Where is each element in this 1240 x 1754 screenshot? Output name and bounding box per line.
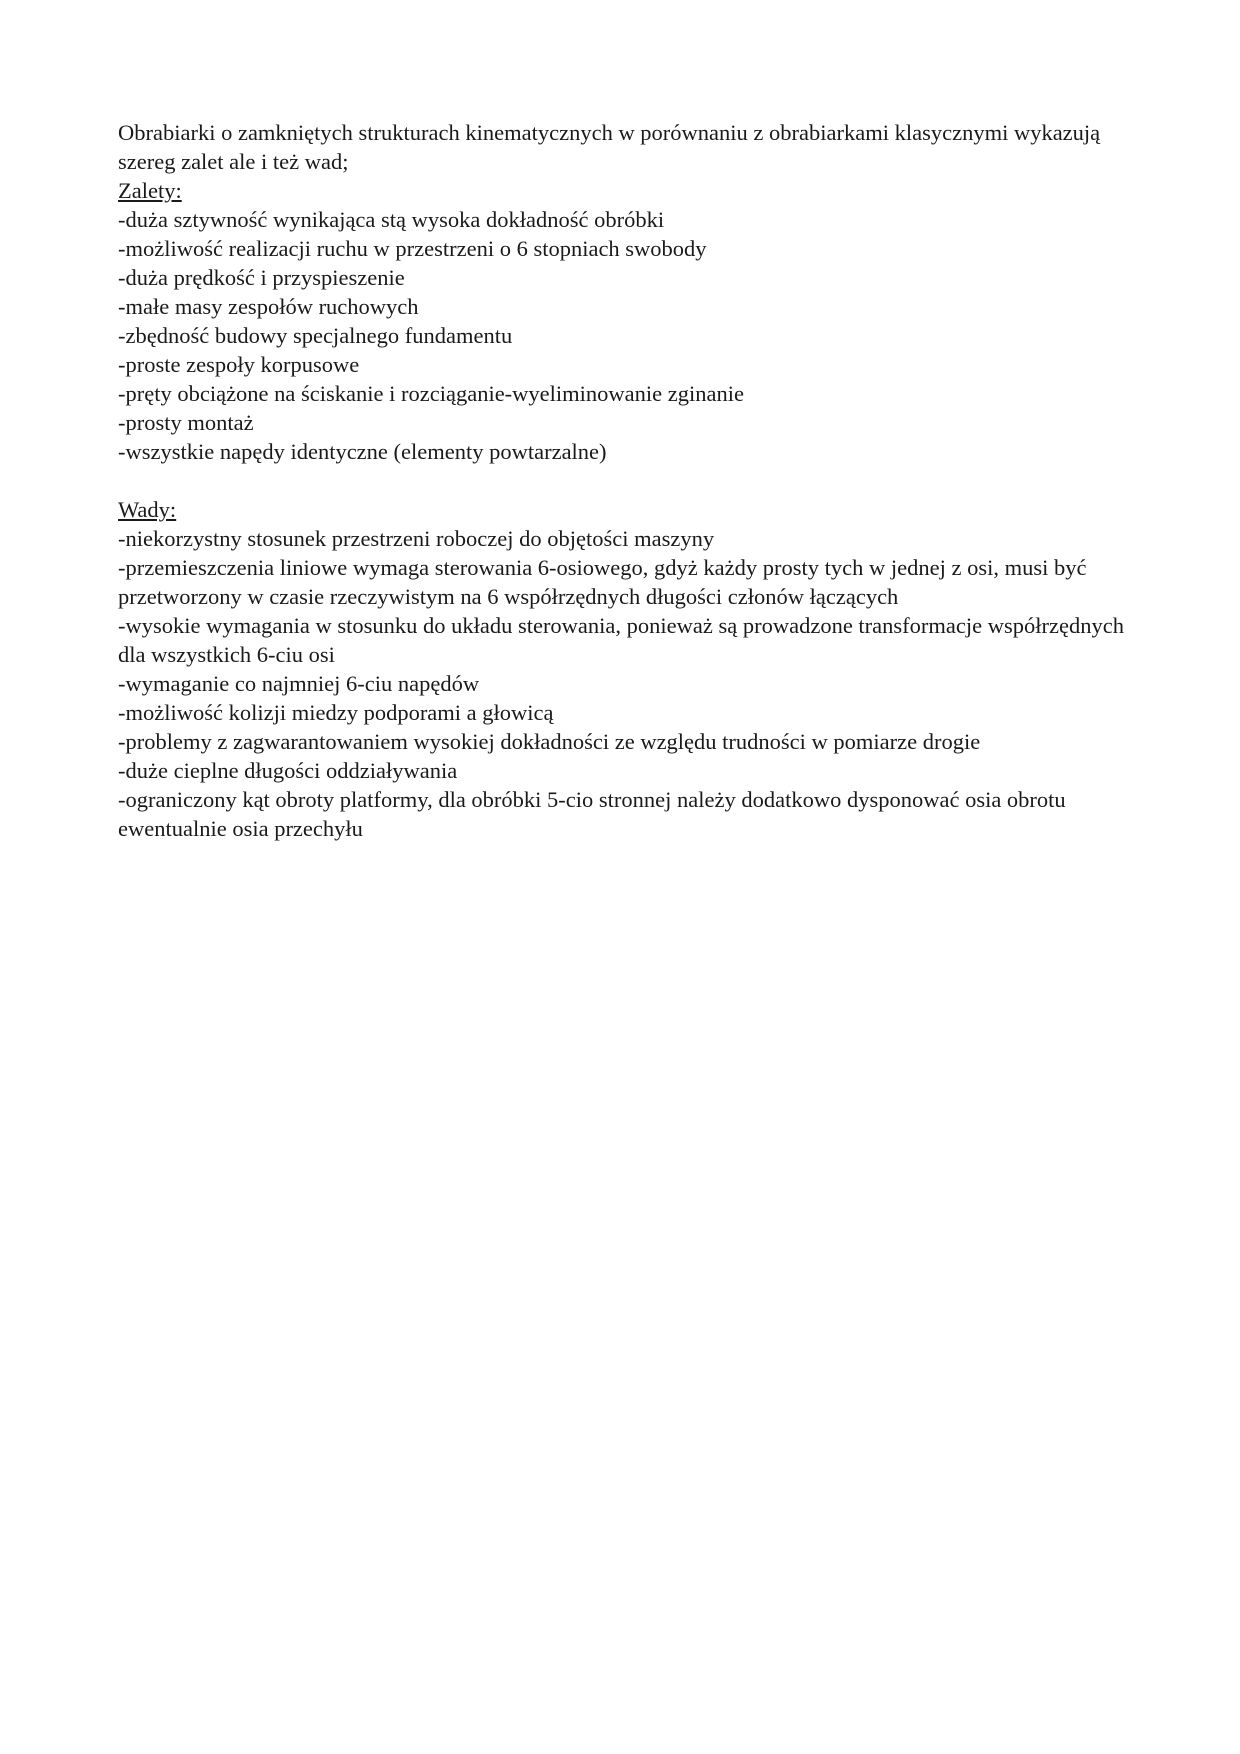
list-item: -proste zespoły korpusowe — [118, 352, 360, 377]
disadvantages-heading: Wady: — [118, 497, 177, 522]
list-item: -małe masy zespołów ruchowych — [118, 294, 419, 319]
list-item: -duża sztywność wynikająca stą wysoka dokładność obróbki — [118, 207, 665, 232]
advantages-list — [118, 205, 1128, 466]
list-item: -pręty obciążone na ściskanie i rozciąganie-wyeliminowanie zginanie — [118, 381, 744, 406]
intro-paragraph: Obrabiarki o zamkniętych strukturach kinematycznych w porównaniu z obrabiarkami klasycznymi wykazują szereg zalet ale i też wad; — [118, 120, 1101, 174]
list-item: -możliwość realizacji ruchu w przestrzeni o 6 stopniach swobody — [118, 236, 707, 261]
disadvantages-list — [118, 524, 1128, 843]
list-item: -ograniczony kąt obroty platformy, dla obróbki 5-cio stronnej należy dodatkowo dysponować osia obrotu ewentualnie osia przechyłu — [118, 787, 1066, 841]
advantages-heading: Zalety: — [118, 178, 182, 203]
list-item: -wymaganie co najmniej 6-ciu napędów — [118, 671, 480, 696]
list-item: -prosty montaż — [118, 410, 254, 435]
list-item: -duża prędkość i przyspieszenie — [118, 265, 405, 290]
list-item: -niekorzystny stosunek przestrzeni roboczej do objętości maszyny — [118, 526, 715, 551]
spacer — [118, 466, 1128, 495]
list-item: -wysokie wymagania w stosunku do układu sterowania, ponieważ są prowadzone transformacje współrzędnych dla wszystkich 6-ciu osi — [118, 613, 1124, 667]
list-item: -możliwość kolizji miedzy podporami a głowicą — [118, 700, 554, 725]
list-item: -duże cieplne długości oddziaływania — [118, 758, 458, 783]
list-item: -problemy z zagwarantowaniem wysokiej dokładności ze względu trudności w pomiarze drogie — [118, 729, 981, 754]
list-item: -przemieszczenia liniowe wymaga sterowania 6-osiowego, gdyż każdy prosty tych w jednej z osi, musi być przetworzony w czasie rzeczywistym na 6 współrzędnych długości członów łączących — [118, 555, 1087, 609]
list-item: -wszystkie napędy identyczne (elementy powtarzalne) — [118, 439, 607, 464]
document-body — [118, 118, 1128, 843]
list-item: -zbędność budowy specjalnego fundamentu — [118, 323, 513, 348]
